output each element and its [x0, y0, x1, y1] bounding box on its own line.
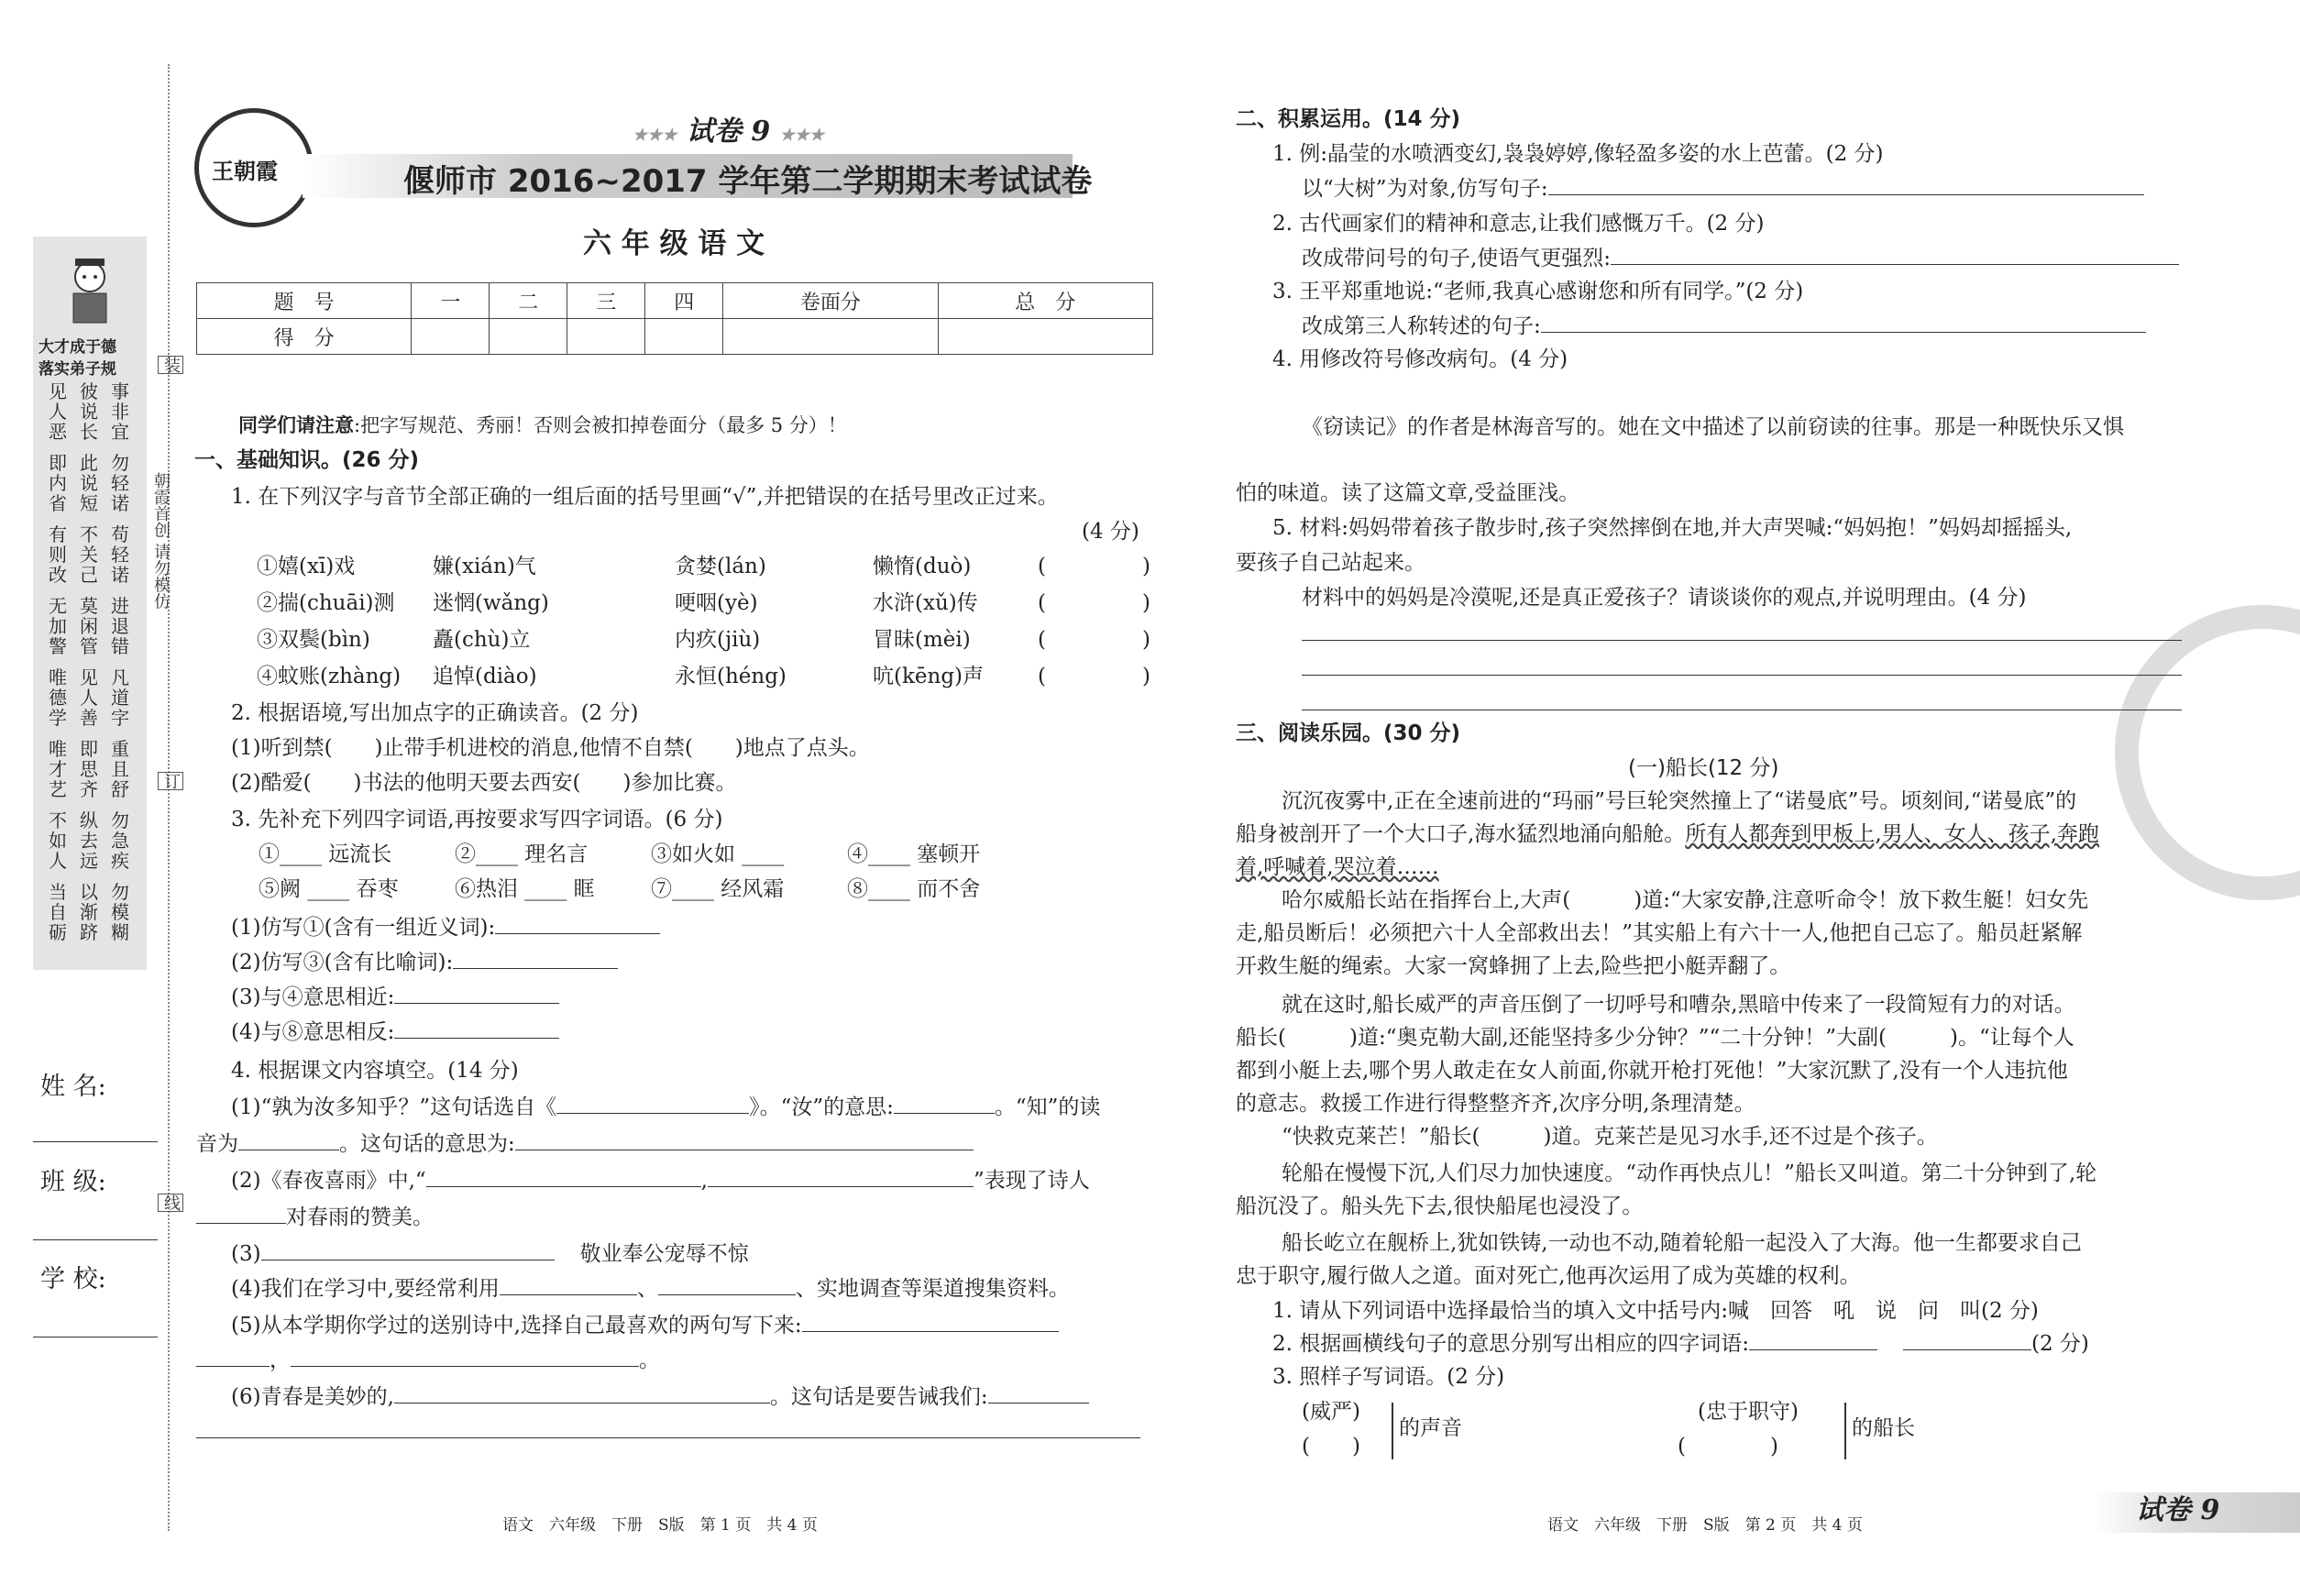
- score-cell: 卷面分: [723, 283, 938, 319]
- q1-option: ①嬉(xī)戏: [257, 555, 356, 578]
- q4-1-cont: [196, 1128, 974, 1161]
- series-label: [633, 108, 824, 149]
- score-cell: 一: [412, 283, 490, 319]
- name-label: 姓 名:: [40, 1073, 106, 1101]
- q4-text: 4. 根据课文内容填空。(14 分): [231, 1059, 519, 1083]
- section-3-title: 三、阅读乐园。(30 分): [1236, 721, 1461, 745]
- score-input[interactable]: [723, 319, 938, 355]
- p2c: 开救生艇的绳索。大家一窝蜂拥了上去,险些把小艇弄翻了。: [1236, 954, 1791, 978]
- r1-answer: [1302, 172, 2144, 205]
- score-input[interactable]: [567, 319, 645, 355]
- q3-sub-3-label: (3)与④意思相近:: [231, 985, 395, 1009]
- rq3-b-suffix: 的船长: [1852, 1416, 1915, 1440]
- q4-3-text-b: 敬业奉公宠辱不惊: [579, 1242, 749, 1266]
- motto-column: 见人善: [80, 666, 98, 729]
- rq3-b-top: (忠于职守): [1698, 1400, 1799, 1424]
- q3-idiom-item[interactable]: ②____ 理名言: [455, 842, 589, 866]
- r5: 5. 材料:妈妈带着孩子散步时,孩子突然摔倒在地,并大声哭喊:“妈妈抱！”妈妈却摇摇头,: [1272, 516, 2073, 540]
- q3-sub-1-input[interactable]: [495, 913, 660, 934]
- q1-option: 水浒(xǔ)传: [873, 591, 978, 615]
- passage-title: (一)船长(12 分): [1628, 756, 1779, 780]
- q4-3-input[interactable]: [261, 1239, 555, 1260]
- binding-mark-3: 线: [158, 1194, 183, 1212]
- class-field[interactable]: [33, 1239, 158, 1240]
- score-table-header-row: [197, 283, 1153, 319]
- q3-idiom-item[interactable]: ③如火如 ____: [651, 842, 785, 866]
- q4-6-text-a: (6)青春是美妙的,: [231, 1385, 394, 1409]
- r4-text-1: 《窃读记》的作者是林海音写的。她在文中描述了以前窃读的往事。那是一种既快乐又惧: [1302, 415, 2124, 439]
- motto-column: 莫闲管: [80, 595, 98, 657]
- r3-label: 改成第三人称转述的句子:: [1302, 314, 1541, 338]
- rq3-a-bottom[interactable]: ( ): [1302, 1435, 1360, 1458]
- q4-1-text-a: (1)“孰为汝多知乎？”这句话选自《: [231, 1095, 557, 1119]
- r2-input[interactable]: [1611, 244, 2179, 265]
- q4-1-input-c[interactable]: [238, 1129, 339, 1150]
- r5-input-1[interactable]: [1302, 640, 2182, 641]
- q4-4-text-b: 、: [636, 1277, 658, 1301]
- q3-idiom-item[interactable]: ⑤阙 ____ 吞枣: [259, 877, 399, 901]
- p2b: 走,船员断后！必须把六十人全部救出去！”其实船上有六十一人,他把自己忘了。船员赶紧解: [1236, 921, 2083, 945]
- q1-option: 追悼(diào): [433, 665, 537, 688]
- q3-sub-1-label: (1)仿写①(含有一组近义词):: [231, 916, 496, 940]
- q4-4: [231, 1272, 1070, 1305]
- star-left-icon: ★★★: [633, 126, 677, 145]
- q1-option: 冒昧(mèi): [873, 628, 971, 652]
- score-input[interactable]: [490, 319, 567, 355]
- q1-option: 贪婪(lán): [675, 555, 766, 578]
- section-1-title: 一、基础知识。(26 分): [194, 448, 420, 472]
- q3-sub-3-input[interactable]: [394, 983, 559, 1004]
- motto-column: 见人恶: [49, 380, 67, 443]
- q4-3: [231, 1238, 749, 1271]
- star-right-icon: ★★★: [779, 126, 825, 145]
- r1: 1. 例:晶莹的水喷洒变幻,袅袅婷婷,像轻盈多姿的水上芭蕾。(2 分): [1272, 142, 1884, 166]
- p6b: 忠于职守,履行做人之道。面对死亡,他再次运用了成为英雄的权利。: [1236, 1264, 1861, 1288]
- motto-column: 事非宜: [111, 380, 129, 443]
- q4-2-text-b: ,: [700, 1169, 708, 1193]
- score-table-score-row: [197, 319, 1153, 355]
- q4-5: [231, 1309, 1059, 1342]
- q1-answer-bracket[interactable]: ): [1142, 628, 1150, 652]
- q3-idiom-item[interactable]: ⑥热泪 ____ 眶: [455, 877, 595, 901]
- binding-line: [168, 64, 170, 1531]
- q4-6-input-c[interactable]: [196, 1437, 1140, 1438]
- motto-column: 无加警: [49, 595, 67, 657]
- p5a: 轮船在慢慢下沉,人们尽力加快速度。“动作再快点儿！”船长又叫道。第二十分钟到了,轮: [1282, 1161, 2097, 1185]
- r5-c: 材料中的妈妈是冷漠呢,还是真正爱孩子？请谈谈你的观点,并说明理由。(4 分): [1302, 586, 2027, 610]
- q4-2-text-a: (2)《春夜喜雨》中,“: [231, 1169, 426, 1193]
- q3-sub-1: [231, 911, 660, 944]
- score-cell: 四: [645, 283, 723, 319]
- score-cell: 得 分: [197, 319, 412, 355]
- q4-2-text-d: 对春雨的赞美。: [286, 1205, 434, 1229]
- p1d-underlined: 着,呼喊着,哭泣着……: [1236, 855, 1439, 879]
- binding-mark-1: 装: [158, 356, 183, 374]
- q1-answer-bracket[interactable]: (: [1038, 628, 1046, 652]
- motto-column: 勿轻诺: [111, 452, 129, 514]
- q3-sub-2: [231, 946, 618, 979]
- score-cell: 题 号: [197, 283, 412, 319]
- q4-5-cont: ， 。: [196, 1344, 660, 1377]
- q1-option: 嫌(xián)气: [433, 555, 536, 578]
- q1-answer-bracket[interactable]: (: [1038, 591, 1046, 615]
- motto-column: 唯德学: [49, 666, 67, 729]
- r5-b: 要孩子自己站起来。: [1236, 551, 1425, 575]
- p5b: 船沉没了。船头先下去,很快船尾也浸没了。: [1236, 1194, 1644, 1218]
- motto-column: 唯才艺: [49, 738, 67, 800]
- p1c-underlined: 所有人都奔到甲板上,男人、女人、孩子,奔跑: [1685, 822, 2099, 846]
- q4-2-input-b[interactable]: [708, 1166, 974, 1187]
- p3d: 的意志。救援工作进行得整整齐齐,次序分明,条理清楚。: [1236, 1092, 1755, 1116]
- q1-answer-bracket[interactable]: ): [1142, 591, 1150, 615]
- exam-title: 偃师市 2016~2017 学年第二学期期末考试试卷: [403, 163, 1093, 200]
- binding-mark-2: 订: [158, 772, 183, 790]
- q4-4-text-a: (4)我们在学习中,要经常利用: [231, 1277, 500, 1301]
- q1-option: 迷惘(wǎng): [433, 591, 549, 615]
- q3-sub-4: [231, 1016, 559, 1049]
- r5-input-2[interactable]: [1302, 675, 2182, 676]
- p3c: 都到小艇上去,哪个男人敢走在女人前面,你就开枪打死他！”大家沉默了,没有一个人违抗他: [1236, 1059, 2068, 1083]
- q4-4-text-c: 、实地调查等渠道搜集资料。: [795, 1277, 1070, 1301]
- q4-1-input-b[interactable]: [894, 1093, 995, 1114]
- r1-input[interactable]: [1548, 174, 2144, 195]
- q2-a: (1)听到禁( )止带手机进校的消息,他情不自禁( )地点了点头。: [231, 736, 870, 760]
- rq3: 3. 照样子写词语。(2 分): [1272, 1365, 1505, 1389]
- q1-option: 矗(chù)立: [433, 628, 531, 652]
- motto-column: 进退错: [111, 595, 129, 657]
- rq3-a-brace: [1384, 1403, 1393, 1459]
- footer-right: 语文 六年级 下册 S版 第 2 页 共 4 页: [1547, 1516, 1863, 1535]
- q4-6: [231, 1381, 1089, 1414]
- q4-1-text-b: 》。“汝”的意思:: [749, 1095, 894, 1119]
- q2-text: 2. 根据语境,写出加点字的正确读音。(2 分): [231, 701, 639, 725]
- score-cell: 二: [490, 283, 567, 319]
- rq2-score: (2 分): [2031, 1332, 2089, 1356]
- q4-2-input-a[interactable]: [426, 1166, 701, 1187]
- q3-idiom-item[interactable]: ①____ 远流长: [259, 842, 392, 866]
- motto-column: 即思齐: [80, 738, 98, 800]
- p1a: 沉沉夜雾中,正在全速前进的“玛丽”号巨轮突然撞上了“诺曼底”号。顷刻间,“诺曼底”的: [1282, 789, 2077, 813]
- q4-1: [231, 1091, 1100, 1124]
- q1-text: 1. 在下列汉字与音节全部正确的一组后面的括号里画“√”,并把错误的在括号里改正过来。: [231, 485, 1059, 509]
- name-field[interactable]: [33, 1141, 158, 1142]
- q1-answer-bracket[interactable]: ): [1142, 665, 1150, 688]
- q4-1-text-c: 。“知”的读: [994, 1095, 1101, 1119]
- q4-5-input-a[interactable]: [802, 1311, 1059, 1332]
- q4-1-input-d[interactable]: [515, 1129, 974, 1150]
- q3-sub-4-input[interactable]: [394, 1018, 559, 1039]
- q4-3-text-a: (3): [231, 1242, 261, 1266]
- q4-1-input-a[interactable]: [556, 1093, 749, 1114]
- motto-columns: [40, 381, 141, 950]
- q3-sub-2-input[interactable]: [453, 948, 618, 969]
- q1-option: ②揣(chuāi)测: [257, 591, 395, 615]
- motto-column: 当自砺: [49, 881, 67, 943]
- r3: 3. 王平郑重地说:“老师,我真心感谢您和所有同学。”(2 分): [1272, 280, 1804, 303]
- rq3-b-bottom[interactable]: ( ): [1678, 1435, 1778, 1458]
- q3-idiom-item[interactable]: ⑦____ 经风霜: [651, 877, 785, 901]
- motto-column: 凡道字: [111, 666, 129, 729]
- q4-5-input-b[interactable]: [196, 1346, 270, 1367]
- motto-column: 此说短: [80, 452, 98, 514]
- rq2-input-a[interactable]: [1749, 1329, 1877, 1350]
- p3b: 船长( )道:“奥克勒大副,还能坚持多少分钟？”“二十分钟！”大副( )。“让每个人: [1236, 1026, 2074, 1050]
- rq3-a-suffix: 的声音: [1399, 1416, 1462, 1440]
- motto-column: 不关己: [80, 523, 98, 586]
- motto-column: 以渐跻: [80, 881, 98, 943]
- q4-6-input-a[interactable]: [394, 1382, 770, 1403]
- logo-text: 王朝霞: [212, 158, 278, 184]
- r4: 4. 用修改符号修改病句。(4 分): [1272, 347, 1568, 371]
- score-input[interactable]: [938, 319, 1152, 355]
- motto-column: 彼说长: [80, 380, 98, 443]
- q1-option: 永恒(héng): [675, 665, 787, 688]
- motto-sidebar: [33, 237, 147, 970]
- motto-column: 不如人: [49, 809, 67, 872]
- score-cell: 总 分: [938, 283, 1152, 319]
- r1-label: 以“大树”为对象,仿写句子:: [1302, 177, 1548, 201]
- score-table: [196, 282, 1153, 355]
- motto-top: 大才成于德: [39, 338, 116, 357]
- q3-row-2: [259, 873, 1043, 906]
- rq3-b-brace: [1837, 1403, 1846, 1459]
- q3-sub-4-label: (4)与⑧意思相反:: [231, 1020, 395, 1044]
- q1-option: 吭(kēng)声: [873, 665, 985, 688]
- watermark-stamp: [2115, 605, 2300, 900]
- q1-answer-bracket[interactable]: (: [1038, 665, 1046, 688]
- footer-left: 语文 六年级 下册 S版 第 1 页 共 4 页: [502, 1516, 818, 1535]
- motto-column: 勿模糊: [111, 881, 129, 943]
- notice: [238, 409, 847, 442]
- r2-label: 改成带问号的句子,使语气更强烈:: [1302, 247, 1612, 270]
- q4-1-text-e: 。这句话的意思为:: [339, 1132, 515, 1156]
- q3-text: 3. 先补充下列四字词语,再按要求写四字词语。(6 分): [231, 808, 723, 831]
- q4-5-text: (5)从本学期你学过的送别诗中,选择自己最喜欢的两句写下来:: [231, 1314, 802, 1337]
- class-label: 班 级:: [40, 1168, 106, 1196]
- q4-2: [231, 1164, 1090, 1197]
- rq3-a-top: (威严): [1302, 1400, 1360, 1424]
- q4-6-input-b[interactable]: [988, 1382, 1089, 1403]
- section-2-title: 二、积累运用。(14 分): [1236, 107, 1461, 131]
- p6a: 船长屹立在舰桥上,犹如铁铸,一动也不动,随着轮船一起没入了大海。他一生都要求自己: [1282, 1231, 2082, 1255]
- q2-b: (2)酷爱( )书法的他明天要去西安( )参加比赛。: [231, 771, 737, 795]
- q1-answer-bracket[interactable]: ): [1142, 555, 1150, 578]
- q4-2-cont: [196, 1201, 434, 1234]
- p1b: 船身被剖开了一个大口子,海水猛烈地涌向船舱。: [1236, 822, 1686, 846]
- q3-idiom-item[interactable]: ⑧____ 而不舍: [847, 877, 981, 901]
- q3-sub-2-label: (2)仿写③(含有比喻词):: [231, 951, 454, 974]
- q3-row-1: [259, 838, 1043, 871]
- q3-sub-3: [231, 981, 559, 1014]
- score-input[interactable]: [412, 319, 490, 355]
- r2-answer: [1302, 242, 2179, 275]
- q4-4-input-a[interactable]: [500, 1274, 637, 1295]
- q4-1-text-d: 音为: [196, 1132, 238, 1156]
- r3-answer: [1302, 310, 2146, 343]
- q1-option: ④蚊账(zhàng): [257, 665, 402, 688]
- corner-label: 试卷 9: [2136, 1494, 2220, 1526]
- school-label: 学 校:: [40, 1265, 106, 1293]
- seal-text-1: 朝霞首创 请勿模仿: [151, 472, 171, 610]
- motto-column: 纵去远: [80, 809, 98, 872]
- q4-5-input-c[interactable]: [291, 1346, 639, 1367]
- p2a: 哈尔威船长站在指挥台上,大声( )道:“大家安静,注意听命令！放下救生艇！妇女先: [1282, 888, 2089, 912]
- q4-2-text-c: ”表现了诗人: [973, 1169, 1090, 1193]
- q3-idiom-item[interactable]: ④____ 塞顿开: [847, 842, 981, 866]
- motto-column: 有则改: [49, 523, 67, 586]
- r3-input[interactable]: [1541, 312, 2146, 333]
- notice-text: :把字写规范、秀丽！否则会被扣掉卷面分（最多 5 分）！: [354, 414, 847, 436]
- q4-2-input-c[interactable]: [196, 1203, 286, 1224]
- motto-bottom: 落实弟子规: [39, 360, 116, 379]
- cartoon-figure-icon: [61, 255, 119, 328]
- series-text: 试卷 9: [686, 116, 771, 148]
- p4: “快救克莱芒！”船长( )道。克莱芒是见习水手,还不过是个孩子。: [1282, 1125, 1938, 1149]
- notice-label: 同学们请注意: [238, 413, 354, 436]
- p1-line-2: [1236, 818, 2099, 851]
- r2: 2. 古代画家们的精神和意志,让我们感慨万千。(2 分): [1272, 212, 1765, 236]
- q1-option: 内疚(jiù): [675, 628, 761, 652]
- q4-6-text-b: 。这句话是要告诫我们:: [769, 1385, 988, 1409]
- q1-answer-bracket[interactable]: (: [1038, 555, 1046, 578]
- score-cell: 三: [567, 283, 645, 319]
- q4-4-input-b[interactable]: [658, 1274, 796, 1295]
- rq2-input-b[interactable]: [1903, 1329, 2031, 1350]
- brand-logo: [194, 108, 314, 227]
- score-input[interactable]: [645, 319, 723, 355]
- r4-text-2: 怕的味道。读了这篇文章,受益匪浅。: [1236, 481, 1580, 505]
- q1-option: 哽咽(yè): [675, 591, 758, 615]
- p3a: 就在这时,船长威严的声音压倒了一切呼号和嘈杂,黑暗中传来了一段简短有力的对话。: [1282, 993, 2075, 1017]
- rq2-text: 2. 根据画横线句子的意思分别写出相应的四字词语:: [1272, 1332, 1750, 1356]
- rq1: 1. 请从下列词语中选择最恰当的填入文中括号内:喊 回答 吼 说 问 叫(2 分): [1272, 1299, 2039, 1323]
- q1-score: (4 分): [1082, 520, 1139, 544]
- motto-column: 即内省: [49, 452, 67, 514]
- rq2: [1272, 1327, 2089, 1360]
- motto-column: 勿急疾: [111, 809, 129, 872]
- motto-column: 苟轻诺: [111, 523, 129, 586]
- q1-option: 懒惰(duò): [873, 555, 972, 578]
- motto-column: 重且舒: [111, 738, 129, 800]
- q1-option: ③双鬓(bìn): [257, 628, 370, 652]
- subject-title: 六 年 级 语 文: [583, 227, 765, 260]
